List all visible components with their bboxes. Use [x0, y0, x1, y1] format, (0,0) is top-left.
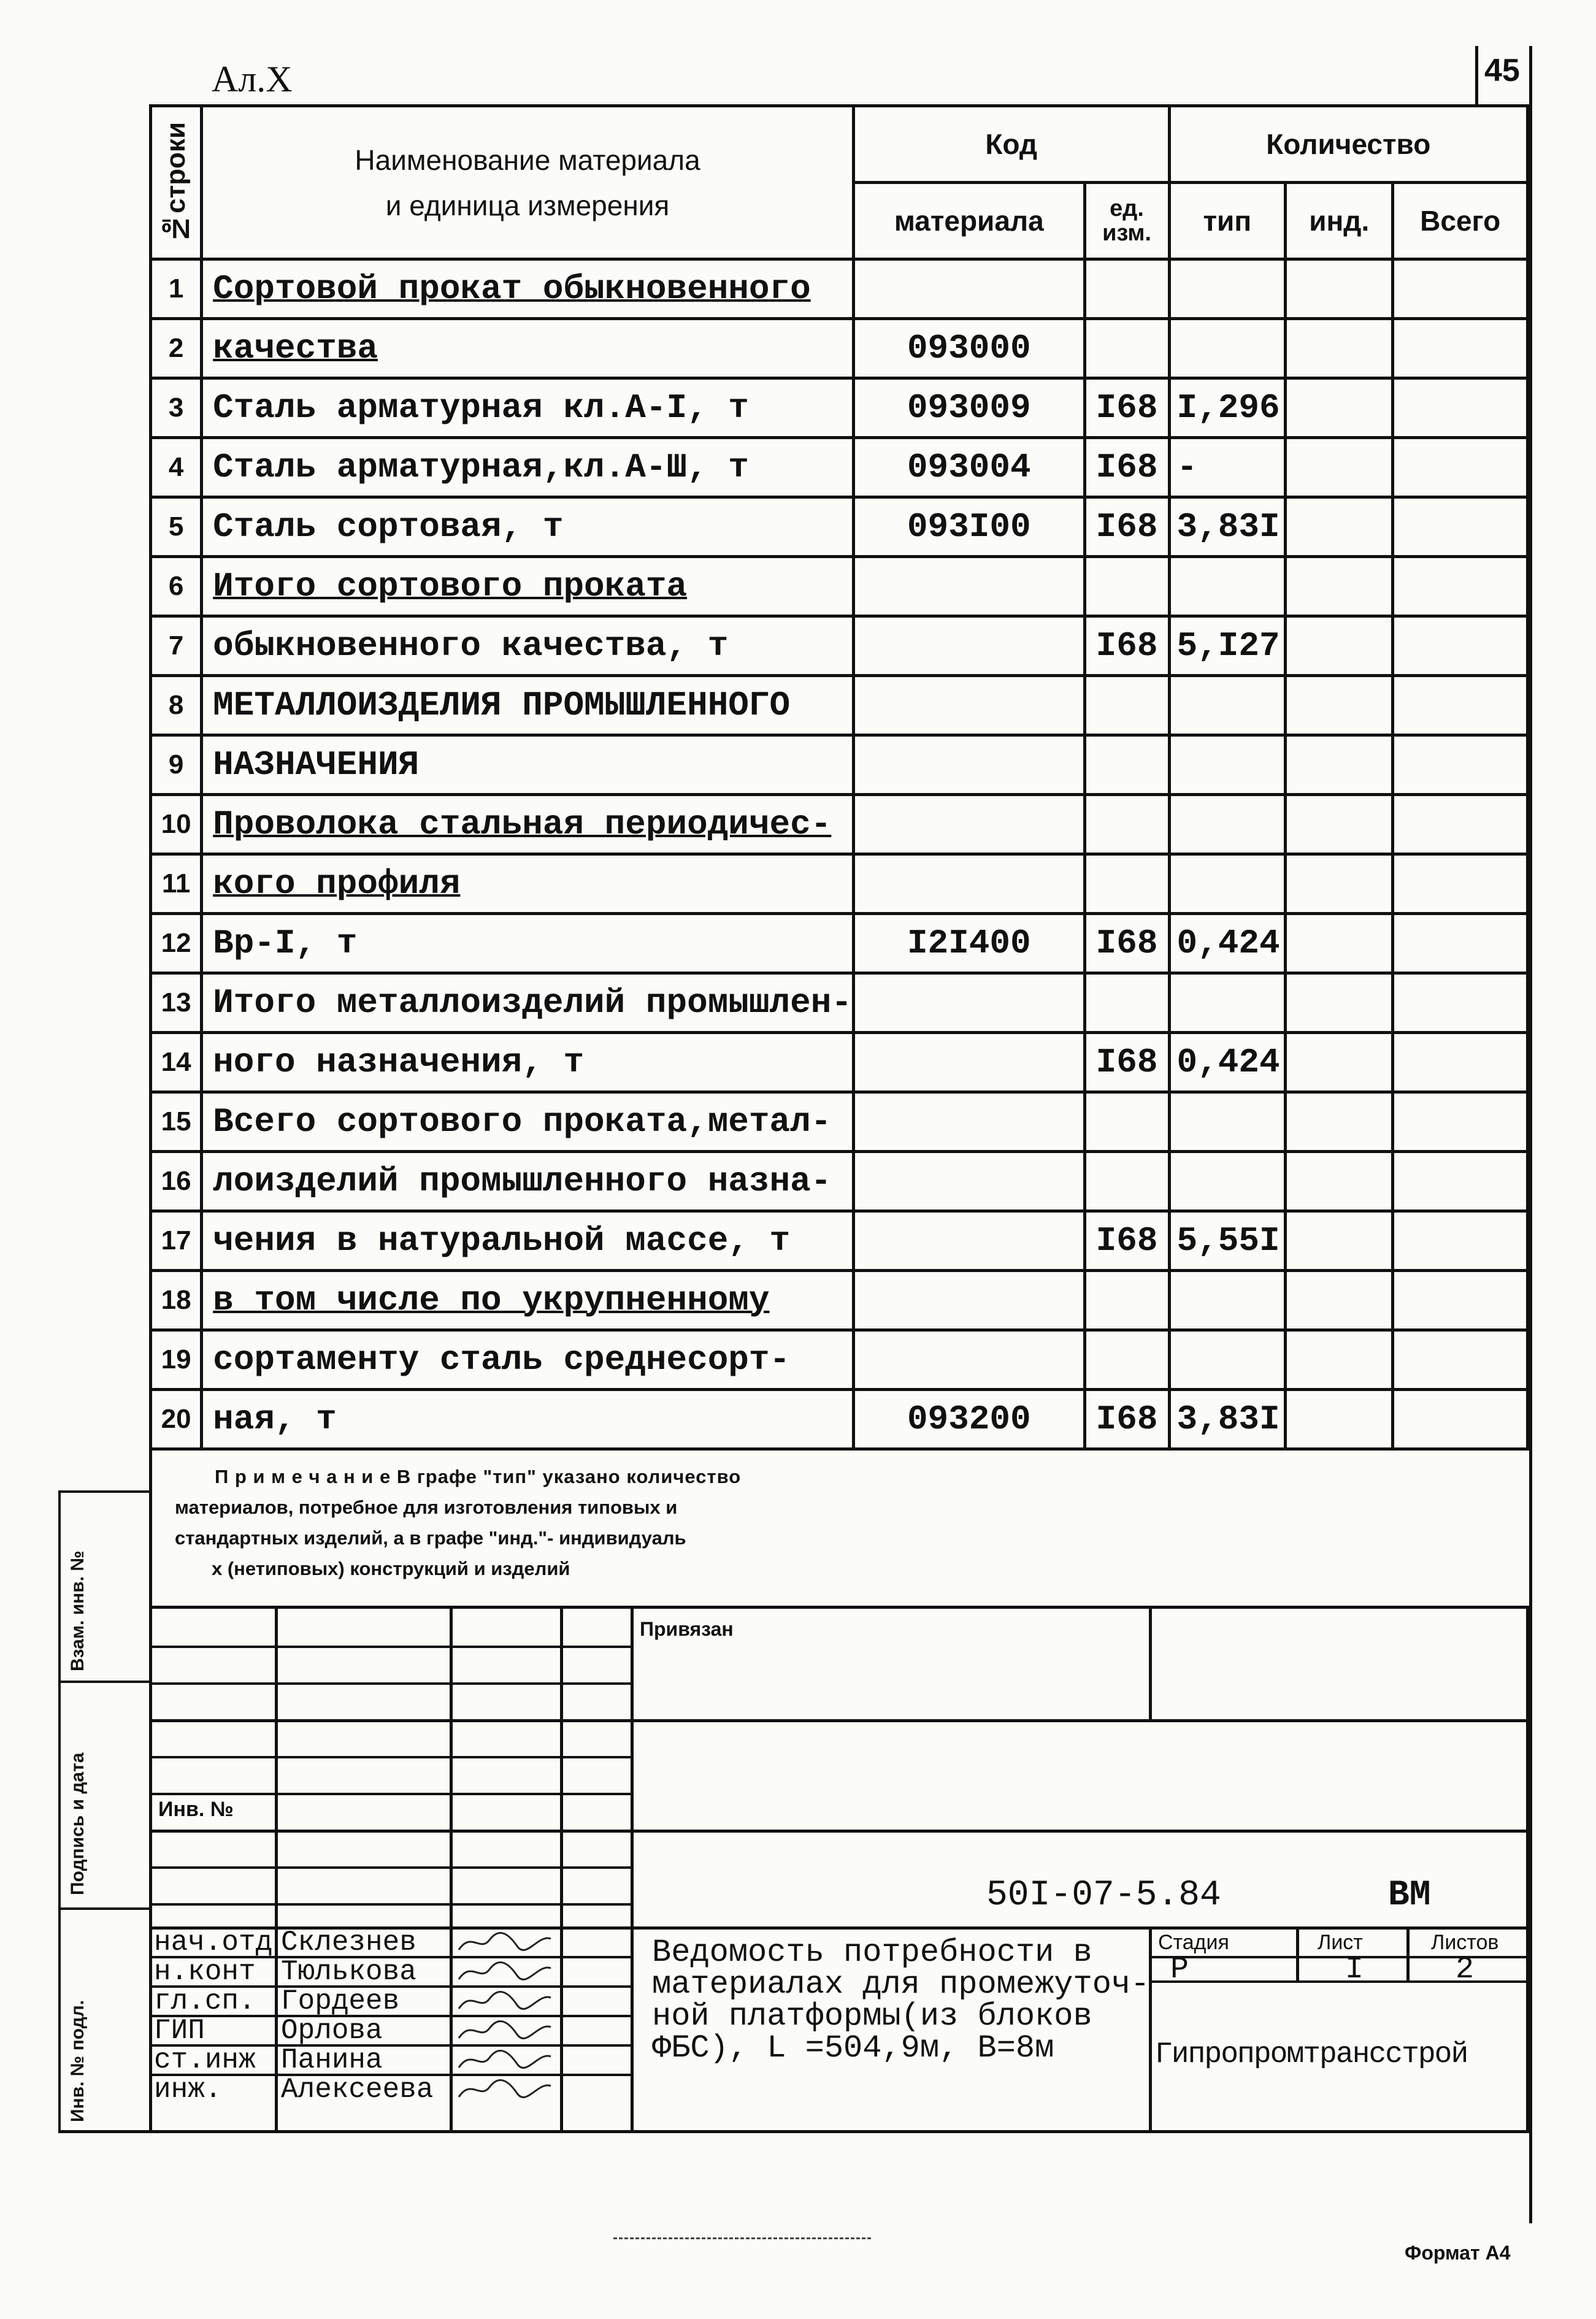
row-unit-code	[1084, 676, 1169, 735]
row-number: 2	[151, 319, 202, 378]
row-name: качества	[202, 319, 854, 378]
title-block	[149, 1606, 1529, 2133]
sheet-value: I	[1345, 1952, 1364, 1987]
row-qty-type	[1169, 1092, 1286, 1152]
description-line: материалах для промежуточ-	[652, 1966, 1150, 2003]
row-material-code	[853, 1152, 1084, 1211]
row-unit-code	[1084, 259, 1169, 319]
row-number: 15	[151, 1092, 202, 1152]
row-material-code: 093000	[853, 319, 1084, 378]
row-material-code: 093004	[853, 438, 1084, 497]
row-number: 12	[151, 914, 202, 973]
side-divider	[58, 1681, 150, 1683]
row-qty-total	[1393, 319, 1528, 378]
row-qty-total	[1393, 616, 1528, 676]
table-row	[151, 557, 1528, 616]
row-qty-total	[1393, 378, 1528, 438]
row-qty-ind	[1286, 616, 1393, 676]
row-name: Сталь арматурная,кл.А-Ш, т	[202, 438, 854, 497]
description-line: ной платформы(из блоков	[652, 1998, 1092, 2034]
header-name	[202, 106, 854, 259]
note-line: стандартных изделий, а в графе "инд."- индивидуаль	[175, 1527, 686, 1549]
row-material-code	[853, 973, 1084, 1033]
table-row	[151, 676, 1528, 735]
row-qty-ind	[1286, 914, 1393, 973]
row-number: 17	[151, 1211, 202, 1271]
row-qty-ind	[1286, 795, 1393, 854]
table-row	[151, 914, 1528, 973]
header-qty-ind: инд.	[1286, 183, 1393, 259]
row-unit-code	[1084, 1152, 1169, 1211]
row-number: 19	[151, 1330, 202, 1390]
row-qty-ind	[1286, 1211, 1393, 1271]
table-row	[151, 1390, 1528, 1449]
signature-role: н.конт	[154, 1956, 256, 1988]
signature-scribble	[453, 2016, 557, 2044]
row-qty-type	[1169, 557, 1286, 616]
row-qty-total	[1393, 1033, 1528, 1092]
side-divider	[58, 1907, 150, 1910]
table-row	[151, 1271, 1528, 1330]
row-name: сортаменту сталь среднесорт-	[202, 1330, 854, 1390]
row-unit-code	[1084, 319, 1169, 378]
row-qty-type: 3,83I	[1169, 1390, 1286, 1449]
header-qty-type: тип	[1169, 183, 1286, 259]
bottom-dashes	[613, 2237, 871, 2241]
row-material-code: 093I00	[853, 497, 1084, 557]
row-material-code	[853, 259, 1084, 319]
row-name: Сталь сортовая, т	[202, 497, 854, 557]
header-row-no-label: №строки	[161, 121, 191, 243]
format-label: Формат А4	[1405, 2242, 1511, 2264]
signature-role: гл.сп.	[154, 1985, 256, 2017]
row-name: Сталь арматурная кл.А-I, т	[202, 378, 854, 438]
row-qty-type: -	[1169, 438, 1286, 497]
row-name: Проволока стальная периодичес-	[202, 795, 854, 854]
document-code: 50I-07-5.84	[986, 1876, 1221, 1915]
row-qty-ind	[1286, 259, 1393, 319]
table-row	[151, 259, 1528, 319]
row-material-code	[853, 735, 1084, 795]
header-name-line2: и единица измерения	[385, 189, 670, 221]
row-qty-ind	[1286, 438, 1393, 497]
row-number: 3	[151, 378, 202, 438]
signature-role: ст.инж	[154, 2044, 256, 2076]
header-qty-total: Всего	[1393, 183, 1528, 259]
sheets-value: 2	[1456, 1952, 1475, 1987]
header-row-no	[151, 106, 202, 259]
row-qty-type	[1169, 1152, 1286, 1211]
row-unit-code: I68	[1084, 497, 1169, 557]
row-qty-type	[1169, 973, 1286, 1033]
note	[175, 1462, 1095, 1584]
row-material-code: I2I400	[853, 914, 1084, 973]
row-qty-total	[1393, 973, 1528, 1033]
signature-name: Склезнев	[281, 1926, 416, 1958]
row-material-code	[853, 1271, 1084, 1330]
row-material-code: 093009	[853, 378, 1084, 438]
row-name: Итого сортового проката	[202, 557, 854, 616]
frame-right-line	[1529, 46, 1532, 2223]
row-name: Вр-I, т	[202, 914, 854, 973]
row-unit-code: I68	[1084, 438, 1169, 497]
row-qty-total	[1393, 1330, 1528, 1390]
row-unit-code: I68	[1084, 1211, 1169, 1271]
row-number: 5	[151, 497, 202, 557]
row-qty-ind	[1286, 1390, 1393, 1449]
signature-name: Алексеева	[281, 2074, 434, 2106]
row-qty-type: 5,55I	[1169, 1211, 1286, 1271]
privyazan-label: Привязан	[640, 1618, 734, 1640]
row-name: в том числе по укрупненному	[202, 1271, 854, 1330]
row-qty-ind	[1286, 676, 1393, 735]
row-qty-type	[1169, 676, 1286, 735]
row-qty-total	[1393, 1211, 1528, 1271]
side-label-inv-podl: Инв. № подл.	[67, 1999, 88, 2122]
row-name: НАЗНАЧЕНИЯ	[202, 735, 854, 795]
sheet-label-tb: Лист	[1318, 1931, 1363, 1954]
signature-name: Тюлькова	[281, 1956, 416, 1988]
row-number: 18	[151, 1271, 202, 1330]
note-frame-left	[149, 1435, 152, 1606]
row-unit-code	[1084, 1271, 1169, 1330]
row-number: 6	[151, 557, 202, 616]
row-number: 13	[151, 973, 202, 1033]
row-number: 20	[151, 1390, 202, 1449]
signature-name: Панина	[281, 2044, 383, 2076]
row-material-code	[853, 1211, 1084, 1271]
row-unit-code: I68	[1084, 378, 1169, 438]
side-label-vzam-inv: Взам. инв. №	[67, 1550, 88, 1671]
table-row	[151, 1152, 1528, 1211]
side-label-signature-date: Подпись и дата	[67, 1752, 88, 1895]
page-number: 45	[1484, 53, 1520, 88]
row-qty-total	[1393, 557, 1528, 616]
table-row	[151, 973, 1528, 1033]
row-name: Итого металлоизделий промышлен-	[202, 973, 854, 1033]
row-qty-type: 0,424	[1169, 1033, 1286, 1092]
note-line: материалов, потребное для изготовления типовых и	[175, 1497, 678, 1518]
row-name: лоизделий промышленного назна-	[202, 1152, 854, 1211]
table-row	[151, 1211, 1528, 1271]
stage-value: Р	[1170, 1952, 1189, 1987]
row-name: чения в натуральной массе, т	[202, 1211, 854, 1271]
side-frame-line	[58, 2130, 149, 2133]
row-qty-type: 0,424	[1169, 914, 1286, 973]
signature-scribble	[453, 1928, 557, 1956]
table-row	[151, 1092, 1528, 1152]
header-quantity: Количество	[1169, 106, 1527, 183]
signature-scribble	[453, 1957, 557, 1985]
row-qty-total	[1393, 735, 1528, 795]
row-qty-ind	[1286, 319, 1393, 378]
row-qty-total	[1393, 259, 1528, 319]
row-qty-ind	[1286, 1152, 1393, 1211]
row-material-code	[853, 1092, 1084, 1152]
row-unit-code: I68	[1084, 1390, 1169, 1449]
row-qty-ind	[1286, 1033, 1393, 1092]
row-qty-ind	[1286, 557, 1393, 616]
sheet-label: Ал.Х	[212, 59, 293, 99]
signature-role: ГИП	[154, 2015, 205, 2047]
row-qty-ind	[1286, 854, 1393, 914]
row-material-code	[853, 676, 1084, 735]
row-qty-total	[1393, 438, 1528, 497]
row-qty-type	[1169, 854, 1286, 914]
row-unit-code	[1084, 854, 1169, 914]
side-frame-line	[58, 1490, 61, 2130]
row-unit-code: I68	[1084, 914, 1169, 973]
row-unit-code	[1084, 557, 1169, 616]
row-material-code	[853, 616, 1084, 676]
table-row	[151, 1033, 1528, 1092]
signature-name: Орлова	[281, 2015, 383, 2047]
signature-role: нач.отд	[154, 1926, 273, 1958]
table-row	[151, 616, 1528, 676]
row-qty-total	[1393, 914, 1528, 973]
row-number: 4	[151, 438, 202, 497]
row-name: ного назначения, т	[202, 1033, 854, 1092]
row-qty-total	[1393, 795, 1528, 854]
row-qty-ind	[1286, 973, 1393, 1033]
row-material-code	[853, 854, 1084, 914]
row-unit-code	[1084, 1092, 1169, 1152]
row-number: 9	[151, 735, 202, 795]
row-qty-ind	[1286, 497, 1393, 557]
row-qty-type	[1169, 795, 1286, 854]
document-mark: ВМ	[1388, 1876, 1431, 1915]
table-row	[151, 854, 1528, 914]
signature-role: инж.	[154, 2074, 222, 2106]
row-number: 1	[151, 259, 202, 319]
row-number: 7	[151, 616, 202, 676]
header-code-material: материала	[853, 183, 1084, 259]
row-unit-code	[1084, 973, 1169, 1033]
row-qty-ind	[1286, 1271, 1393, 1330]
row-qty-ind	[1286, 1092, 1393, 1152]
sheets-label: Листов	[1431, 1931, 1499, 1954]
table-row	[151, 795, 1528, 854]
signature-scribble	[453, 2075, 557, 2103]
row-qty-total	[1393, 676, 1528, 735]
row-qty-ind	[1286, 735, 1393, 795]
row-qty-total	[1393, 1152, 1528, 1211]
description-line: Ведомость потребности в	[652, 1934, 1092, 1971]
row-qty-total	[1393, 497, 1528, 557]
row-number: 14	[151, 1033, 202, 1092]
row-number: 11	[151, 854, 202, 914]
row-unit-code: I68	[1084, 1033, 1169, 1092]
materials-table	[149, 104, 1529, 1451]
table-row	[151, 735, 1528, 795]
table-row	[151, 497, 1528, 557]
note-line: х (нетиповых) конструкций и изделий	[212, 1558, 570, 1579]
row-unit-code	[1084, 1330, 1169, 1390]
row-material-code: 093200	[853, 1390, 1084, 1449]
header-code-unit: ед. изм.	[1084, 183, 1169, 259]
row-qty-type: 3,83I	[1169, 497, 1286, 557]
row-unit-code	[1084, 795, 1169, 854]
row-name: Сортовой прокат обыкновенного	[202, 259, 854, 319]
row-name: Всего сортового проката,метал-	[202, 1092, 854, 1152]
signature-scribble	[453, 1987, 557, 2015]
row-material-code	[853, 557, 1084, 616]
row-qty-total	[1393, 1271, 1528, 1330]
row-qty-total	[1393, 854, 1528, 914]
row-qty-total	[1393, 1390, 1528, 1449]
row-qty-type	[1169, 319, 1286, 378]
row-qty-type: 5,I27	[1169, 616, 1286, 676]
header-code: Код	[853, 106, 1169, 183]
row-qty-type	[1169, 1330, 1286, 1390]
document-description	[652, 1934, 1150, 2066]
row-material-code	[853, 1033, 1084, 1092]
row-qty-ind	[1286, 378, 1393, 438]
row-material-code	[853, 795, 1084, 854]
table-row	[151, 438, 1528, 497]
row-name: кого профиля	[202, 854, 854, 914]
table-row	[151, 1330, 1528, 1390]
header-name-line1: Наименование материала	[355, 144, 700, 176]
signature-name: Гордеев	[281, 1985, 400, 2017]
inv-no-label: Инв. №	[158, 1798, 234, 1821]
row-qty-type	[1169, 735, 1286, 795]
row-unit-code: I68	[1084, 616, 1169, 676]
note-line: П р и м е ч а н и е В графе "тип" указано количество	[215, 1466, 742, 1487]
row-name: МЕТАЛЛОИЗДЕЛИЯ ПРОМЫШЛЕННОГО	[202, 676, 854, 735]
row-number: 10	[151, 795, 202, 854]
row-material-code	[853, 1330, 1084, 1390]
stage-label: Стадия	[1158, 1931, 1229, 1954]
row-qty-type	[1169, 259, 1286, 319]
row-qty-ind	[1286, 1330, 1393, 1390]
row-unit-code	[1084, 735, 1169, 795]
table-row	[151, 378, 1528, 438]
row-qty-type: I,296	[1169, 378, 1286, 438]
row-number: 16	[151, 1152, 202, 1211]
row-name: обыкновенного качества, т	[202, 616, 854, 676]
row-qty-total	[1393, 1092, 1528, 1152]
table-row	[151, 319, 1528, 378]
description-line: ФБС), L =504,9м, В=8м	[652, 2030, 1054, 2066]
signature-scribble	[453, 2045, 557, 2074]
side-frame-line	[58, 1490, 150, 1493]
organization-name: Гипропромтрансстрой	[1155, 2038, 1468, 2071]
row-number: 8	[151, 676, 202, 735]
row-name: ная, т	[202, 1390, 854, 1449]
row-qty-type	[1169, 1271, 1286, 1330]
